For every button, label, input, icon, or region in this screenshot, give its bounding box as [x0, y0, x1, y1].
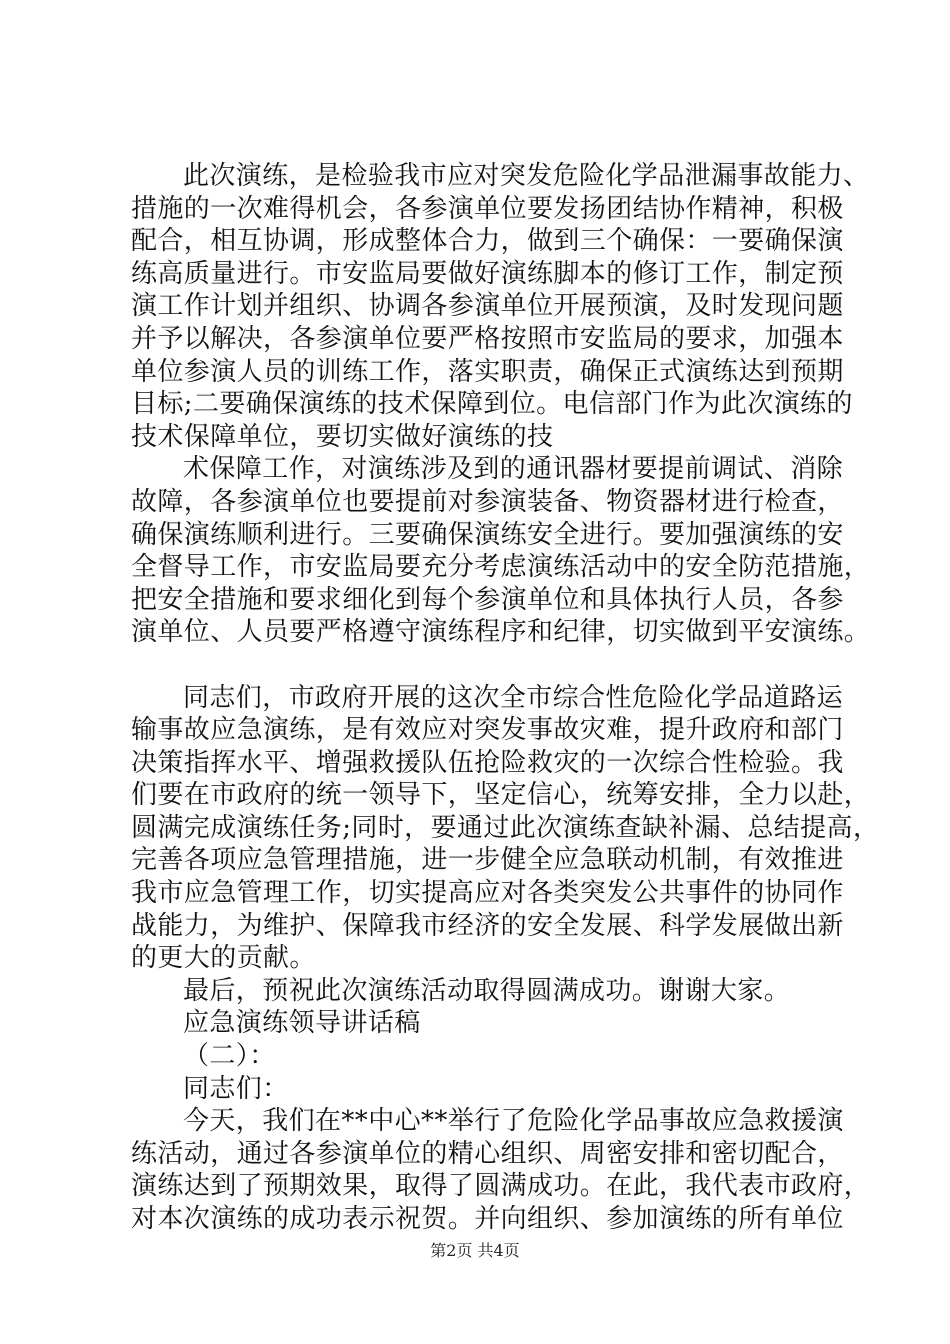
text-line: 全督导工作，市安监局要充分考虑演练活动中的安全防范措施， [131, 552, 871, 583]
text-line: 输事故应急演练，是有效应对突发事故灾难，提升政府和部门 [131, 715, 844, 746]
text-line: 演练达到了预期效果，取得了圆满成功。在此，我代表市政府， [131, 1171, 871, 1202]
text-line: 演单位、人员要严格遵守演练程序和纪律，切实做到平安演练。 [131, 617, 871, 648]
text-line: 演工作计划并组织、协调各参演单位开展预演，及时发现问题 [131, 291, 844, 322]
document-body [131, 160, 880, 1236]
text-line: 措施的一次难得机会，各参演单位要发扬团结协作精神，积极 [131, 193, 844, 224]
text-line: 圆满完成演练任务;同时，要通过此次演练查缺补漏、总结提高， [131, 812, 880, 843]
page-number-footer: 第2页 共4页 [430, 1241, 520, 1260]
text-line: 术保障工作，对演练涉及到的通讯器材要提前调试、消除 [183, 454, 844, 485]
text-line: 此次演练，是检验我市应对突发危险化学品泄漏事故能力、 [183, 161, 870, 191]
text-line: 把安全措施和要求细化到每个参演单位和具体执行人员，各参 [131, 584, 844, 615]
section-title: 应急演练领导讲话稿 [183, 1008, 421, 1039]
text-line: 技术保障单位，要切实做好演练的技 [131, 421, 554, 452]
paragraph-gap [131, 649, 851, 682]
text-line: 同志们，市政府开展的这次全市综合性危险化学品道路运 [183, 682, 844, 713]
text-line: 练高质量进行。市安监局要做好演练脚本的修订工作，制定预 [131, 258, 844, 289]
text-line: 目标;二要确保演练的技术保障到位。电信部门作为此次演练的 [131, 389, 853, 420]
text-line: 的更大的贡献。 [131, 943, 316, 974]
text-line: 对本次演练的成功表示祝贺。并向组织、参加演练的所有单位 [131, 1204, 844, 1234]
text-line: 故障，各参演单位也要提前对参演装备、物资器材进行检查， [131, 486, 844, 517]
text-line: 完善各项应急管理措施，进一步健全应急联动机制，有效推进 [131, 845, 844, 876]
section-number: （二）： [183, 1041, 276, 1072]
text-line: 我市应急管理工作，切实提高应对各类突发公共事件的协同作 [131, 878, 844, 909]
text-line: 单位参演人员的训练工作，落实职责，确保正式演练达到预期 [131, 356, 844, 387]
text-line: 并予以解决，各参演单位要严格按照市安监局的要求，加强本 [131, 323, 844, 354]
text-line: 决策指挥水平、增强救援队伍抢险救灾的一次综合性检验。我 [131, 747, 844, 778]
text-line: 们要在市政府的统一领导下，坚定信心，统筹安排，全力以赴， [131, 780, 871, 811]
text-line: 练活动，通过各参演单位的精心组织、周密安排和密切配合， [131, 1138, 844, 1169]
salutation: 同志们： [183, 1073, 289, 1104]
text-line: 战能力，为维护、保障我市经济的安全发展、科学发展做出新 [131, 910, 844, 941]
text-line: 最后，预祝此次演练活动取得圆满成功。谢谢大家。 [183, 975, 791, 1006]
text-line: 配合，相互协调，形成整体合力，做到三个确保：一要确保演 [131, 226, 844, 257]
text-line: 今天，我们在**中心**举行了危险化学品事故应急救援演 [183, 1106, 844, 1137]
text-line: 确保演练顺利进行。三要确保演练安全进行。要加强演练的安 [131, 519, 844, 550]
